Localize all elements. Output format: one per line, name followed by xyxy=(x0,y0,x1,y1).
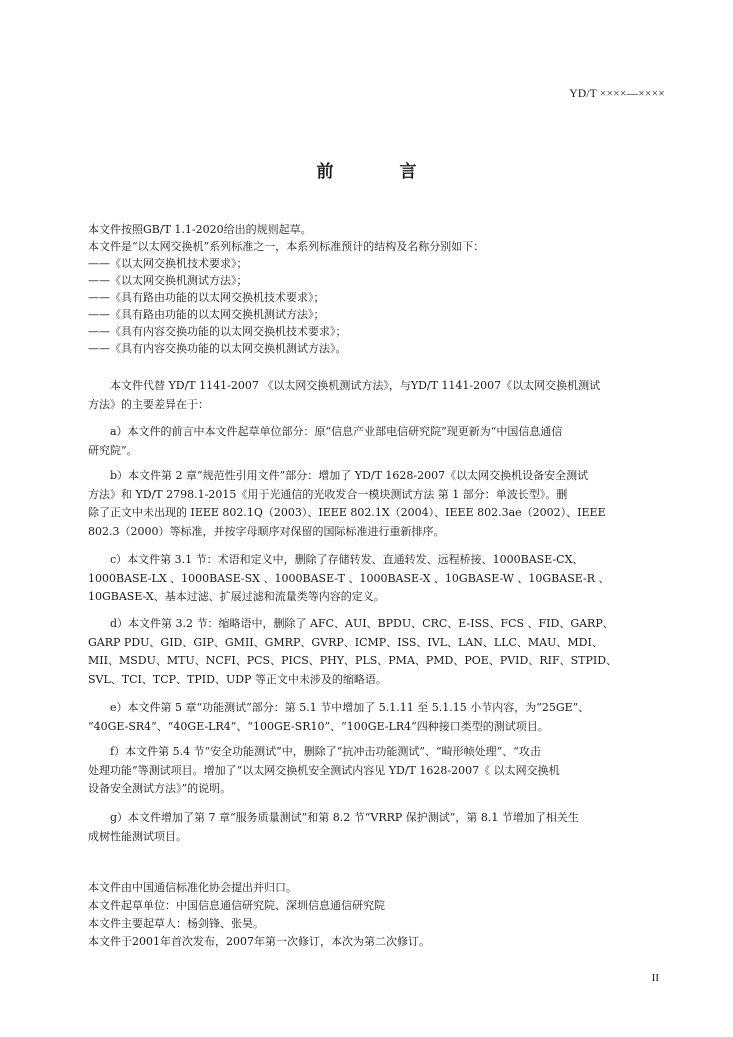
change-line: 研究院”。 xyxy=(88,443,138,457)
replacement-paragraph xyxy=(88,377,670,414)
page-number: II xyxy=(651,972,659,984)
series-item: ——《以太网交换机技术要求》； xyxy=(88,257,248,270)
closing-line: 本文件起草单位：中国信息通信研究院、深圳信息通信研究院 xyxy=(88,899,385,912)
change-item-d xyxy=(88,615,670,689)
change-line: d）本文件第 3.2 节：缩略语中，删除了 AFC、AUI、BPDU、CRC、E-ISS、FCS 、FID、GARP、 xyxy=(110,617,614,630)
change-line: a）本文件的前言中本文件起草单位部分：原“信息产业部电信研究院”现更新为“中国信息通信 xyxy=(110,425,563,438)
change-line: 10GBASE-X、基本过滤、扩展过滤和流量类等内容的定义。 xyxy=(88,590,385,603)
change-line: b）本文件第 2 章“规范性引用文件”部分：增加了 YD/T 1628-2007《以太网交换机设备安全测试 xyxy=(110,469,589,482)
change-line: c）本文件第 3.1 节：术语和定义中，删除了存储转发、直通转发、远程桥接、1000BASE-CX、 xyxy=(110,553,584,566)
change-line: MII、MSDU、MTU、NCFI、PCS、PICS、PHY、PLS、PMA、PMD、POE、PVID、RIF、STPID、 xyxy=(88,654,618,667)
series-item: ——《具有路由功能的以太网交换机技术要求》； xyxy=(88,291,325,304)
change-line: e）本文件第 5 章“功能测试”部分：第 5.1 节中增加了 5.1.11 至 5.1.15 小节内容，为“25GE”、 xyxy=(110,701,590,714)
change-line: SVL、TCI、TCP、TPID、UDP 等正文中未涉及的缩略语。 xyxy=(88,672,387,686)
intro-line: 本文件是“以太网交换机”系列标准之一，本系列标准预计的结构及名称分别如下： xyxy=(88,240,485,253)
change-item-g xyxy=(88,809,670,846)
series-item: ——《具有内容交换功能的以太网交换机技术要求》； xyxy=(88,325,347,338)
change-line: 802.3（2000）等标准，并按字母顺序对保留的国际标准进行重新排序。 xyxy=(88,524,445,538)
change-line: 方法》和 YD/T 2798.1-2015《用于光通信的光收发合一模块测试方法 第 1 部分：单波长型》。删 xyxy=(88,487,568,501)
closing-section xyxy=(88,879,668,951)
document-code: YD/T ××××—×××× xyxy=(569,88,665,100)
series-item: ——《具有内容交换功能的以太网交换机测试方法》。 xyxy=(88,342,347,355)
change-line: “40GE-SR4”、“40GE-LR4”、“100GE-SR10”、“100GE-LR4”四种接口类型的测试项目。 xyxy=(88,719,549,733)
change-item-f xyxy=(88,743,670,799)
page-title: 前 言 xyxy=(316,162,447,182)
closing-line: 本文件由中国通信标准化协会提出并归口。 xyxy=(88,881,297,894)
change-line: 1000BASE-LX 、1000BASE-SX 、1000BASE-T 、1000BASE-X 、10GBASE-W 、10GBASE-R 、 xyxy=(88,571,610,585)
change-item-e xyxy=(88,699,670,736)
change-line: 成树性能测试项目。 xyxy=(88,829,187,843)
series-item: ——《具有路由功能的以太网交换机测试方法》； xyxy=(88,308,325,321)
closing-line: 本文件于2001年首次发布，2007年第一次修订，本次为第二次修订。 xyxy=(88,935,430,948)
change-line: 处理功能”等测试项目。增加了“以太网交换机安全测试内容见 YD/T 1628-2007《 以太网交换机 xyxy=(88,763,560,777)
change-item-b xyxy=(88,467,670,541)
change-line: g）本文件增加了第 7 章“服务质量测试”和第 8.2 节“VRRP 保护测试”，第 8.1 节增加了相关生 xyxy=(110,811,579,824)
series-item: ——《以太网交换机测试方法》； xyxy=(88,274,248,287)
change-item-c xyxy=(88,551,670,607)
change-line: GARP PDU、GID、GIP、GMII、GMRP、GVRP、ICMP、ISS、IVL、LAN、LLC、MAU、MDI、 xyxy=(88,635,603,649)
change-line: 除了正文中未出现的 IEEE 802.1Q（2003）、IEEE 802.1X（2004）、IEEE 802.3ae（2002）、IEEE xyxy=(88,506,606,519)
intro-line: 本文件按照GB/T 1.1-2020给出的规则起草。 xyxy=(88,223,312,236)
paragraph-line: 方法》的主要差异在于： xyxy=(88,397,209,411)
change-line: 设备安全测试方法》”的说明。 xyxy=(88,782,232,795)
paragraph-line: 本文件代替 YD/T 1141-2007 《以太网交换机测试方法》，与YD/T 1141-2007《以太网交换机测试 xyxy=(110,379,601,392)
intro-section xyxy=(88,221,668,357)
change-line: f）本文件第 5.4 节“安全功能测试”中，删除了“抗冲击功能测试”、“畸形帧处理”、“攻击 xyxy=(110,745,541,758)
closing-line: 本文件主要起草人：杨剑锋、张昊。 xyxy=(88,917,264,930)
change-item-a xyxy=(88,423,670,460)
